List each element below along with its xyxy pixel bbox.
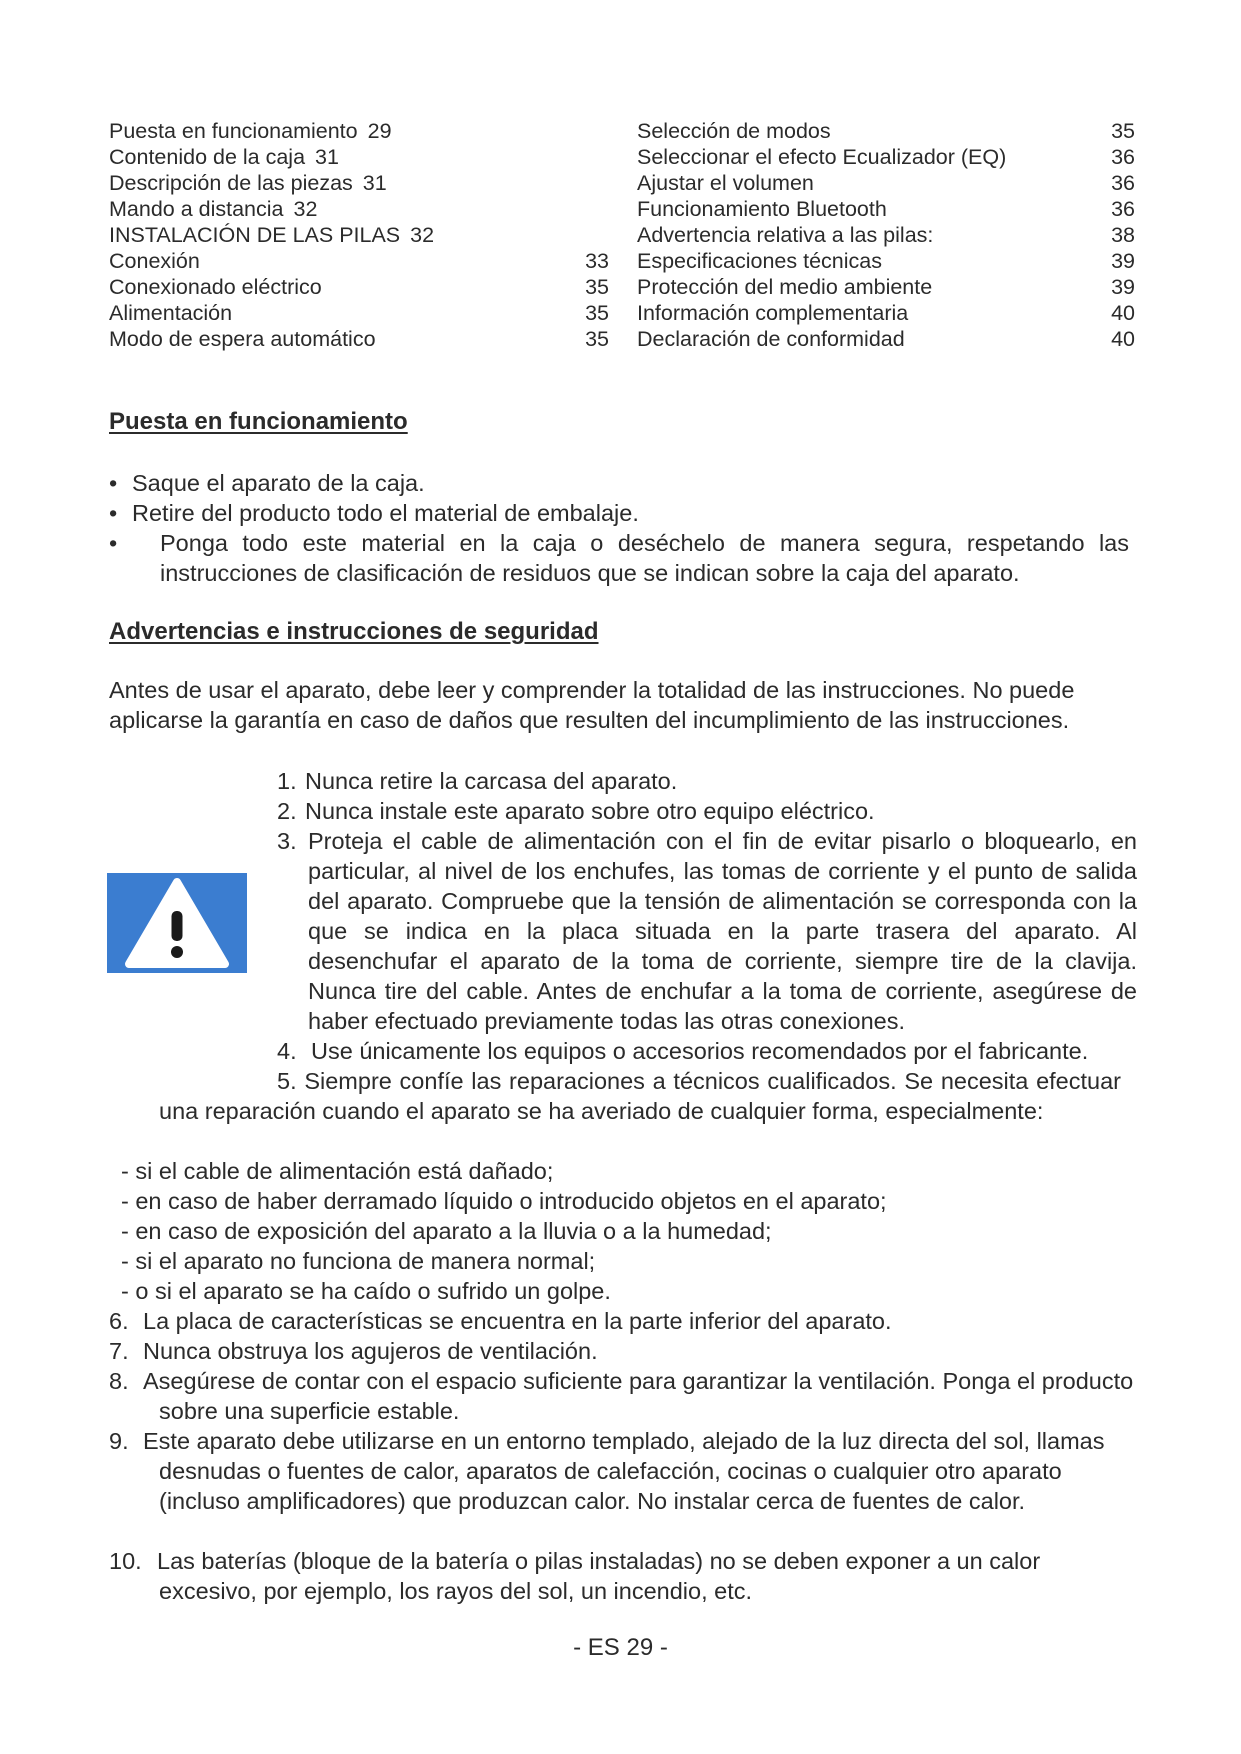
list-item: • Saque el aparato de la caja. bbox=[109, 470, 425, 496]
list-item: - en caso de haber derramado líquido o introducido objetos en el aparato; bbox=[121, 1188, 887, 1214]
bullet-icon: • bbox=[109, 530, 118, 556]
safety-item: 5. Siempre confíe las reparaciones a técnicos cualificados. Se necesita efectuar una reparación cuando el aparato se ha averiado de cualquier forma, especialmente: bbox=[159, 1068, 1121, 1124]
safety-item: 10. Las baterías (bloque de la batería o pilas instaladas) no se deben exponer a un calor excesivo, por ejemplo, los rayos del sol, un incendio, etc. bbox=[109, 1548, 1041, 1604]
list-item: - si el aparato no funciona de manera normal; bbox=[121, 1248, 596, 1274]
toc-left-column bbox=[109, 118, 609, 352]
list-item: - en caso de exposición del aparato a la lluvia o a la humedad; bbox=[121, 1218, 772, 1244]
safety-item: 8. Asegúrese de contar con el espacio suficiente para garantizar la ventilación. Ponga el producto sobre una superficie estable. bbox=[109, 1368, 1134, 1424]
toc-entry[interactable]: Conexionado eléctrico 35 bbox=[109, 275, 609, 299]
safety-item: 9. Este aparato debe utilizarse en un entorno templado, alejado de la luz directa del sol, llamas desnudas o fuentes de calor, aparatos de calefacción, cocinas o cualquier otro aparato (incluso amplificadores) que produzcan calor. No instalar cerca de fuentes de calor. bbox=[109, 1428, 1105, 1514]
toc-entry[interactable]: Declaración de conformidad 40 bbox=[637, 327, 1135, 351]
bullet-icon: • bbox=[109, 470, 118, 496]
safety-item: 4. Use únicamente los equipos o accesorios recomendados por el fabricante. bbox=[277, 1038, 1089, 1064]
safety-item: 7. Nunca obstruya los agujeros de ventilación. bbox=[109, 1338, 598, 1364]
toc-entry[interactable]: Selección de modos 35 bbox=[637, 119, 1135, 143]
toc-entry[interactable]: Información complementaria 40 bbox=[637, 301, 1135, 325]
toc-entry[interactable]: Puesta en funcionamiento 29 bbox=[109, 119, 392, 143]
toc-entry[interactable]: Modo de espera automático 35 bbox=[109, 327, 609, 351]
safety-item: 3. Proteja el cable de alimentación con el fin de evitar pisarlo o bloquearlo, en particular, al nivel de los enchufes, las tomas de corriente y el punto de salida del aparato. Compruebe que la tensión de alimentación se corresponda con la que se indica en la placa situada en la parte trasera del aparato. Al desenchufar el aparato de la toma de corriente, siempre tire de la clavija. Nunca tire del cable. Antes de enchufar a la toma de corriente, asegúrese de haber efectuado previamente todas las otras conexiones. bbox=[277, 828, 1137, 1034]
bullet-icon: • bbox=[109, 500, 118, 526]
toc-entry[interactable]: Alimentación 35 bbox=[109, 301, 609, 325]
toc-entry[interactable]: Ajustar el volumen 36 bbox=[637, 171, 1135, 195]
page-number: - ES 29 - bbox=[573, 1634, 668, 1661]
setup-bullet-list bbox=[109, 468, 1129, 588]
toc-entry[interactable]: Descripción de las piezas 31 bbox=[109, 171, 387, 195]
section-heading-advertencias: Advertencias e instrucciones de seguridad bbox=[109, 618, 599, 645]
toc-right-column bbox=[637, 118, 1135, 352]
warning-triangle-icon bbox=[107, 873, 247, 973]
list-item: • Ponga todo este material en la caja o deséchelo de manera segura, respetando las instrucciones de clasificación de residuos que se indican sobre la caja del aparato. bbox=[109, 530, 1129, 586]
list-item: • Retire del producto todo el material de embalaje. bbox=[109, 500, 639, 526]
toc-entry[interactable]: Especificaciones técnicas 39 bbox=[637, 249, 1135, 273]
toc-entry[interactable]: Mando a distancia 32 bbox=[109, 197, 318, 221]
toc-entry[interactable]: Advertencia relativa a las pilas: 38 bbox=[637, 223, 1135, 247]
toc-entry[interactable]: Conexión 33 bbox=[109, 249, 609, 273]
safety-item: 1. Nunca retire la carcasa del aparato. bbox=[277, 768, 678, 794]
safety-intro: Antes de usar el aparato, debe leer y comprender la totalidad de las instrucciones. No puede aplicarse la garantía en caso de daños que resulten del incumplimiento de las instrucciones. bbox=[109, 677, 1075, 733]
safety-item: 6. La placa de características se encuentra en la parte inferior del aparato. bbox=[109, 1308, 892, 1334]
section-heading-puesta: Puesta en funcionamiento bbox=[109, 408, 408, 435]
toc-entry[interactable]: Seleccionar el efecto Ecualizador (EQ) 36 bbox=[637, 145, 1135, 169]
toc-entry[interactable]: Funcionamiento Bluetooth 36 bbox=[637, 197, 1135, 221]
safety-item: 2. Nunca instale este aparato sobre otro equipo eléctrico. bbox=[277, 798, 875, 824]
list-item: - o si el aparato se ha caído o sufrido un golpe. bbox=[121, 1278, 611, 1304]
toc-entry[interactable]: Protección del medio ambiente 39 bbox=[637, 275, 1135, 299]
toc-entry[interactable]: Contenido de la caja 31 bbox=[109, 145, 339, 169]
toc-entry[interactable]: INSTALACIÓN DE LAS PILAS 32 bbox=[109, 223, 435, 247]
list-item: - si el cable de alimentación está dañado; bbox=[121, 1158, 554, 1184]
